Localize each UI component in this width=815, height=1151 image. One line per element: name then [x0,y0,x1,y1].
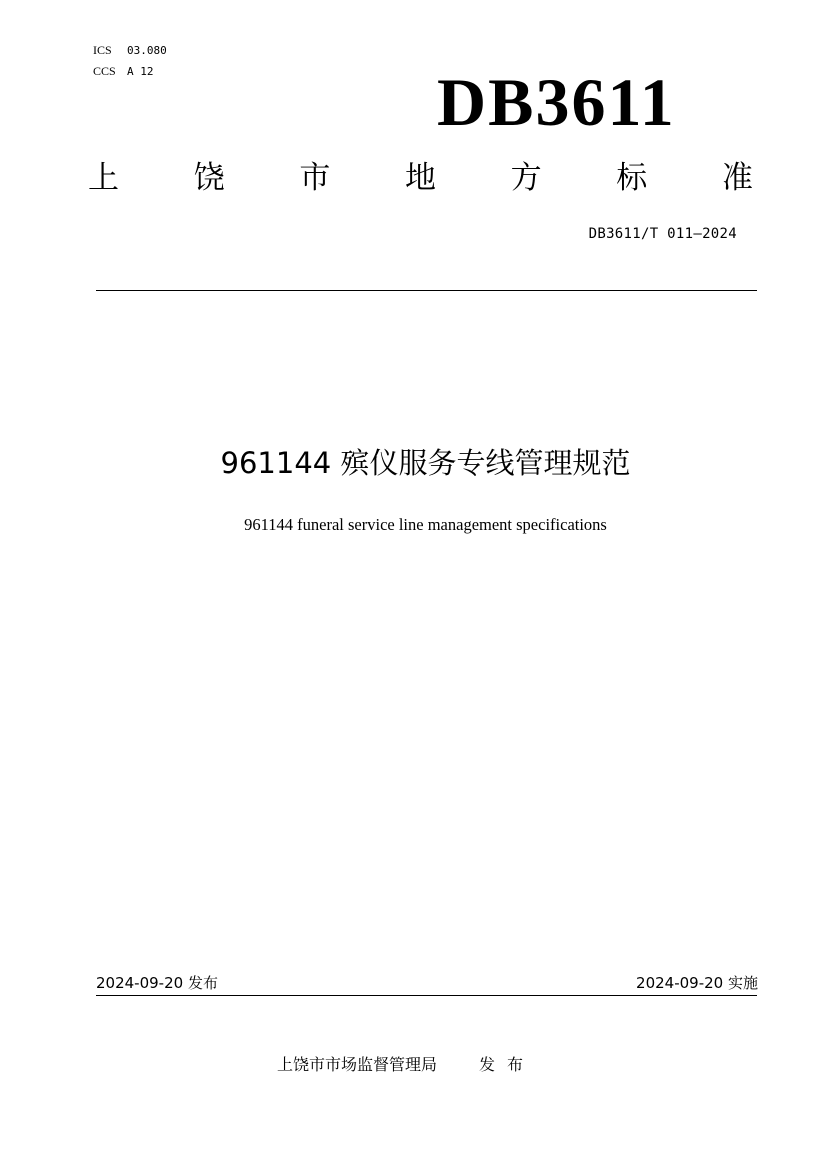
publish-date: 2024-09-20 发布 [96,974,218,992]
level-title-char: 饶 [193,160,225,196]
ccs-value: A 12 [127,65,154,78]
publisher-line [277,1054,535,1076]
ics-label: ICS [93,43,112,57]
implementation-date: 2024-09-20 实施 [636,974,758,992]
document-title-chinese: 961144 殡仪服务专线管理规范 [220,446,631,480]
bottom-divider [96,995,757,996]
level-title-char: 地 [404,160,436,196]
ics-value: 03.080 [127,44,167,57]
ccs-code [93,61,167,82]
level-title-char: 准 [721,160,753,196]
ics-code [93,40,167,61]
level-title-char: 上 [88,160,119,196]
document-title-english: 961144 funeral service line management specifications [244,515,607,534]
standard-logo: DB3611 [437,64,676,140]
classification-codes [93,40,167,82]
level-title-char: 市 [299,160,331,196]
publisher-issue: 发布 [479,1055,536,1074]
ccs-label: CCS [93,64,116,78]
level-title-char: 标 [616,160,648,196]
top-divider [96,290,757,291]
level-title-char: 方 [510,160,542,196]
standard-number: DB3611/T 011—2024 [588,226,737,242]
publisher-name: 上饶市市场监督管理局 [277,1055,438,1074]
standard-level-title [88,158,753,198]
